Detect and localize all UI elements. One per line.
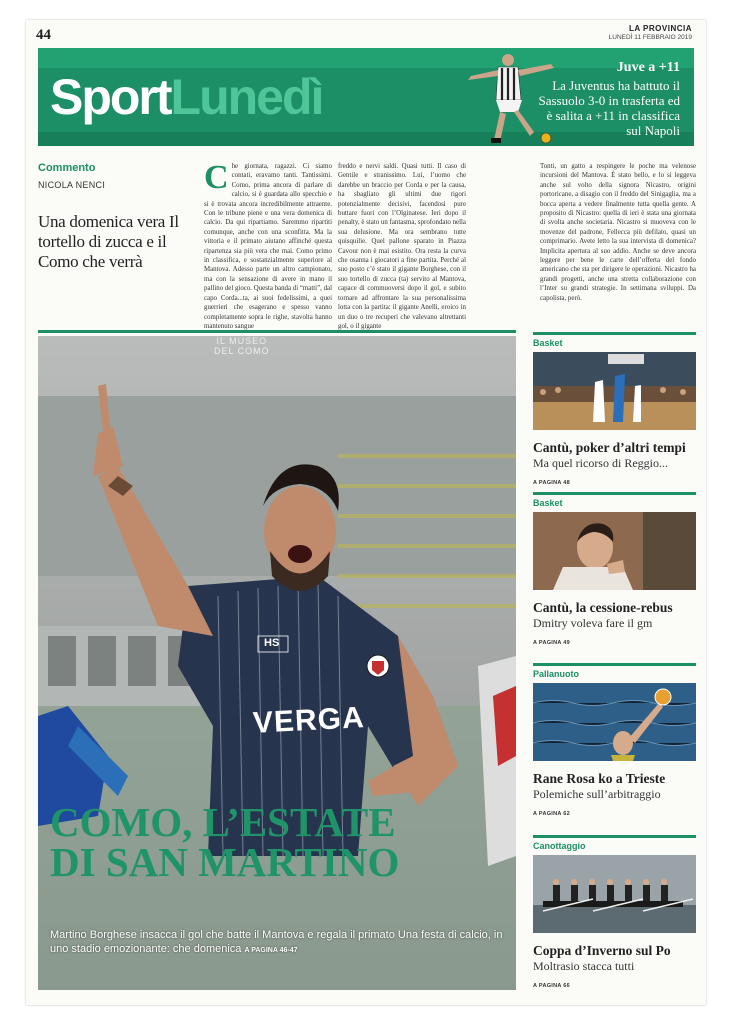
promo-text: La Juventus ha battuto il Sassuolo 3-0 in trasferta ed è salita a +11 in classifica sul Napoli [538,78,680,138]
basket-game-image [533,352,696,430]
sidebar-title: Coppa d’Inverno sul Po [533,943,671,958]
sport-banner [38,48,694,146]
banner-stripe [38,48,694,68]
sidebar-subtitle: Moltrasio stacca tutti [533,959,635,973]
sidebar-subtitle: Polemiche sull’arbitraggio [533,787,661,801]
watermark-line-1: IL MUSEO [216,336,268,346]
commentary-author: NICOLA NENCI [38,180,106,190]
shirt-sponsor: HS [264,637,280,649]
sidebar-section: Pallanuoto [533,669,580,679]
watermark-line-2: DEL COMO [214,346,270,356]
sidebar-title: Rane Rosa ko a Trieste [533,771,666,786]
page-number: 44 [36,27,51,43]
sidebar-item-1 [533,332,696,486]
main-headline-line-2: DI SAN MARTINO [50,839,400,885]
sidebar-page-ref: A PAGINA 66 [533,983,571,989]
sidebar-bar [533,835,696,838]
article-column-3: Tonti, un gatto a respingere le poche ma velenose incursioni del Mantova. È stato bello, e lo si leggeva anche sul volto della signora Nicastro, origini portoricane, a disagio con il freddo del Sinigaglia, ma a bocca aperta a vedere finalmente tutta quella gente. A proposito di Nicastro: quella di ieri è stata una giornata di svolta anche societaria. Nicastro si muoveva con le movenze del padrone, Fellecca più defilato, quasi un comprimario. Avete letto la sua intervista di domenica? Implicita apertura al suo addio. Anche se deve ancora leggere per bene le carte dell’offerta del fondo americano che sta per dirigere le operazioni. Nicastro ha grandi progetti, anche una stretta collaborazione con l’Inter su grandi strategie. In settimana sviluppi. Da capolista, però. [540,163,696,302]
sidebar-page-ref: A PAGINA 62 [533,811,571,817]
main-page-ref: A PAGINA 46-47 [244,947,298,954]
main-photo [38,336,516,990]
commentary-headline: Una domenica vera Il tortello di zucca e il Como che verrà [38,212,179,271]
section-rule [38,330,516,333]
newspaper-name: LA PROVINCIA [628,24,692,33]
masthead [609,24,692,41]
commentary-block [38,162,193,272]
waterpolo-image [533,683,696,761]
sidebar-subtitle: Ma quel ricorso di Reggio... [533,456,668,470]
sidebar-title: Cantù, poker d’altri tempi [533,440,686,455]
watermark [214,336,270,356]
sidebar-page-ref: A PAGINA 49 [533,640,571,646]
main-subhead-text: Martino Borghese insacca il gol che batte il Mantova e regala il primato Una festa di calcio, in uno stadio emozionante: che domenica [50,929,503,955]
rowing-image [533,855,696,933]
article-text-1: he giornata, ragazzi. Ci siamo contati, eravamo tanti. Tantissimi. Como, prima ancora di parlare di calcio, si è guardata allo specchio e si è trovata ancora incredibilmente attraente. Con le tribune piene e una vera domenica di calcio. Da qui ripartiamo. Saremmo ripartiti comunque, anche con una sconfitta. Ma la vittoria e il primato aiutano affinché questa ripartenza sia più vera che mai. Como primo in classifica, e sostanzialmente superiore al Mantova. Adesso parte un altro campionato, ma con la sensazione di avere in mano il pallino del gioco. Questa banda di “matti”, dal capo Corda...ta, ai suoi fedelissimi, a quei guerrieri che esagerano e spesso vanno completamente sopra le righe, stavolta hanno mantenuto sangue [204,163,333,330]
sidebar-section: Basket [533,498,563,508]
main-headline-line-1: COMO, L’ESTATE [50,799,396,845]
article-column-2: freddo e nervi saldi. Quasi tutti. Il caso di Gentile e stranissimo. Lui, l’uomo che darebbe un braccio per Corda e per la causa, ha sbagliato gli ultimi due rigori potenzialmente decisivi, facendosi pure buttare fuori con l’Olginatese. Ieri dopo il penalty, è stato un fantasma, sprofondato nella sua delusione. Ma ora sembrano tutte quisquilie. Quel pallone sparato in Piazza Cavour non è mai esistito. Ora resta la curva che osanna i giocatori a fine partita. Perché al suo posto c’è stato il gigante Borghese, con il suo tortello di zucca (ta) servito al Mantova, capace di commuoversi dopo il gol, e subito tornare ad affrontare la sua personalissima lotta con la partita: il gigante Anelli, eroico in un duo o tre recuperi che valevano altrettanti gol, o il gigante [338,163,466,330]
issue-date: LUNEDÌ 11 FEBBRAIO 2019 [608,34,692,41]
sidebar-section: Canottaggio [533,841,586,851]
sidebar-bar [533,492,696,495]
article-column-1 [204,159,333,330]
sidebar-item-4 [533,835,696,989]
logo-sport: Sport [50,69,171,125]
sidebar-bar [533,332,696,335]
drop-cap: C [204,159,229,196]
promo-title: Juve a +11 [616,60,680,75]
logo-lunedi: Lunedì [170,69,323,125]
sidebar-subtitle: Dmitry voleva fare il gm [533,616,653,630]
newspaper-page [26,20,706,1005]
sidebar-bar [533,663,696,666]
sidebar-page-ref: A PAGINA 48 [533,480,571,486]
sidebar-item-2 [533,492,696,646]
sidebar-title: Cantù, la cessione-rebus [533,600,673,615]
sidebar-item-3 [533,663,696,817]
commentary-label: Commento [38,162,96,174]
shirt-brand: VERGA [252,701,366,740]
main-headline [50,799,400,885]
section-logo [50,69,323,125]
main-subhead [50,928,514,956]
stadium-background [38,336,516,990]
dmitry-portrait-image [533,512,696,590]
sidebar-section: Basket [533,338,563,348]
